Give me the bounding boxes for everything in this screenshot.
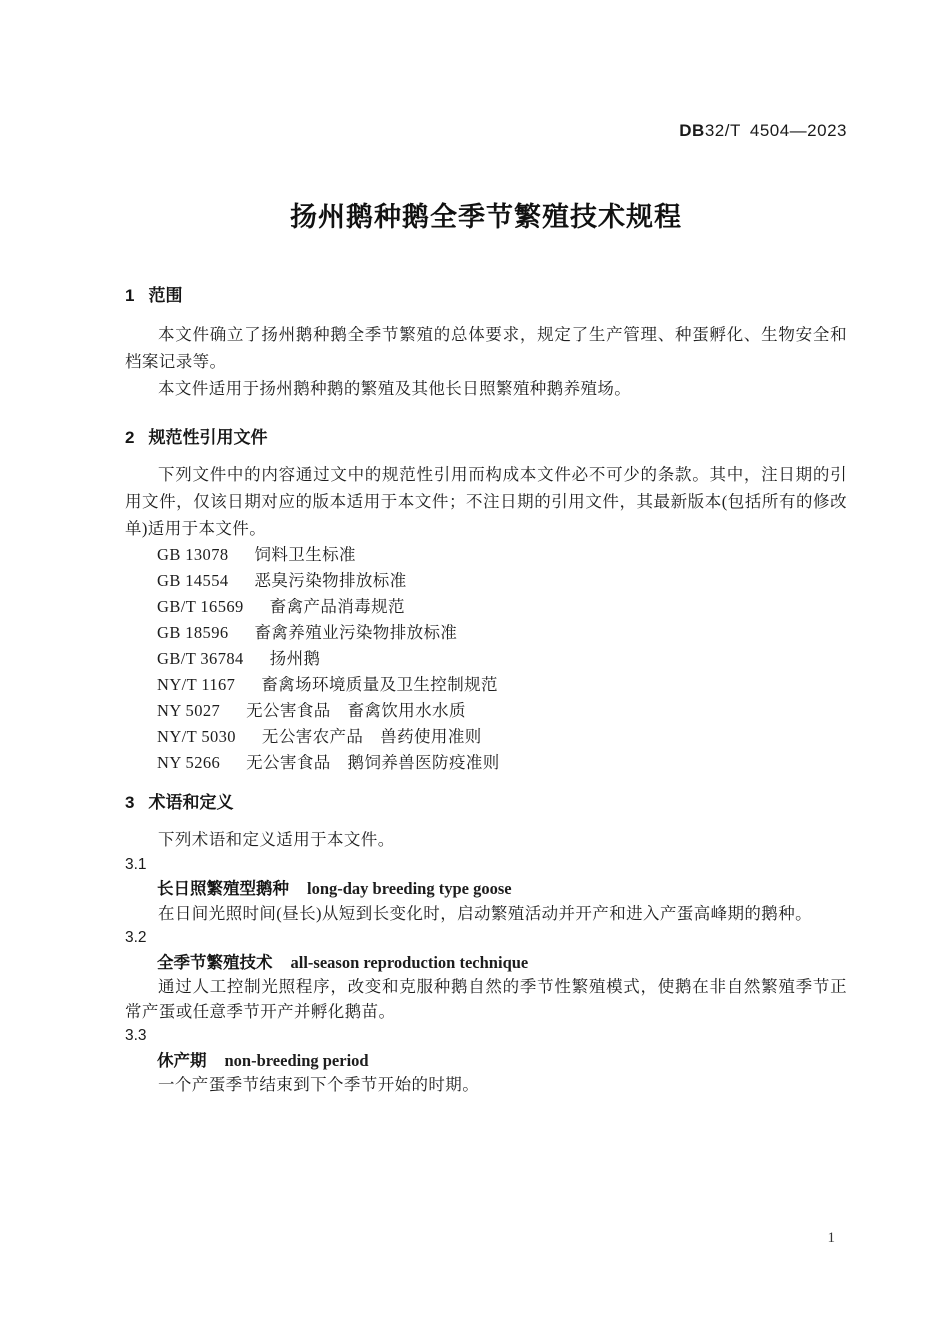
term-name-en: non-breeding period [224, 1050, 369, 1070]
term-name-line [125, 951, 847, 976]
term-definition: 一个产蛋季节结束到下个季节开始的时期。 [158, 1075, 480, 1094]
term-number: 3.1 [125, 855, 147, 873]
reference-item [125, 698, 847, 724]
section-1-heading [125, 284, 847, 307]
term-name-zh: 全季节繁殖技术 [157, 953, 273, 972]
scope-paragraph-2: 本文件适用于扬州鹅种鹅的繁殖及其他长日照繁殖种鹅养殖场。 [158, 379, 632, 398]
section-3-title: 术语和定义 [148, 793, 234, 812]
reference-title: 扬州鹅 [269, 649, 321, 668]
reference-code: NY/T 5030 [157, 727, 236, 746]
reference-code: GB/T 36784 [157, 649, 244, 668]
reference-item [125, 620, 847, 646]
reference-title: 畜禽养殖业污染物排放标准 [254, 623, 458, 642]
term-name-en: all-season reproduction technique [290, 952, 529, 972]
term-name-line [125, 877, 847, 902]
reference-code: GB 14554 [157, 571, 229, 590]
reference-title: 无公害食品 畜禽饮用水水质 [246, 701, 466, 720]
term-definition: 通过人工控制光照程序，改变和克服种鹅自然的季节性繁殖模式，使鹅在非自然繁殖季节正常产蛋或任意季节开产并孵化鹅苗。 [125, 977, 847, 1021]
reference-title: 无公害食品 鹅饲养兽医防疫准则 [246, 753, 500, 772]
terms-block [125, 828, 847, 1098]
reference-item [125, 594, 847, 620]
terms-intro: 下列术语和定义适用于本文件。 [158, 830, 395, 849]
reference-code: GB/T 16569 [157, 597, 244, 616]
section-3-heading [125, 791, 847, 814]
reference-code: NY/T 1167 [157, 675, 236, 694]
standard-code-mid: 32/T [704, 121, 741, 140]
term-number: 3.2 [125, 929, 147, 946]
document-title: 扬州鹅种鹅全季节繁殖技术规程 [290, 202, 682, 232]
term-definition: 在日间光照时间(昼长)从短到长变化时，启动繁殖活动并开产和进入产蛋高峰期的鹅种。 [158, 903, 812, 923]
term-name-zh: 长日照繁殖型鹅种 [157, 880, 289, 898]
reference-list [125, 542, 847, 776]
term-name-line [125, 1049, 847, 1074]
references-intro: 下列文件中的内容通过文中的规范性引用而构成本文件必不可少的条款。其中，注日期的引用文件，仅该日期对应的版本适用于本文件；不注日期的引用文件，其最新版本(包括所有的修改单)适用于本文件。 [125, 465, 847, 538]
section-2-title: 规范性引用文件 [148, 428, 268, 447]
reference-item [125, 646, 847, 672]
standard-code-number: 4504—2023 [749, 121, 847, 140]
reference-item [125, 672, 847, 698]
scope-paragraph-1: 本文件确立了扬州鹅种鹅全季节繁殖的总体要求，规定了生产管理、种蛋孵化、生物安全和档案记录等。 [125, 325, 847, 371]
section-3-number: 3 [125, 793, 135, 812]
term-number: 3.3 [125, 1027, 147, 1044]
reference-item [125, 542, 847, 568]
reference-title: 无公害农产品 兽药使用准则 [261, 727, 482, 746]
reference-code: GB 13078 [157, 545, 229, 564]
reference-item [125, 568, 847, 594]
term-name-zh: 休产期 [157, 1051, 207, 1070]
standard-code [125, 122, 847, 140]
section-2-number: 2 [125, 428, 135, 447]
reference-item [125, 724, 847, 750]
reference-code: NY 5027 [157, 701, 221, 720]
reference-code: NY 5266 [157, 753, 221, 772]
section-2-heading [125, 426, 847, 449]
reference-title: 畜禽场环境质量及卫生控制规范 [261, 675, 498, 694]
page-number: 1 [827, 1230, 835, 1246]
standard-code-prefix: DB [679, 121, 705, 140]
reference-item [125, 750, 847, 776]
section-1-title: 范围 [148, 286, 183, 305]
reference-title: 饲料卫生标准 [254, 545, 356, 564]
term-name-en: long-day breeding type goose [307, 879, 512, 898]
section-1-number: 1 [125, 286, 135, 305]
reference-title: 恶臭污染物排放标准 [254, 571, 407, 590]
reference-code: GB 18596 [157, 623, 229, 642]
reference-title: 畜禽产品消毒规范 [269, 597, 405, 616]
